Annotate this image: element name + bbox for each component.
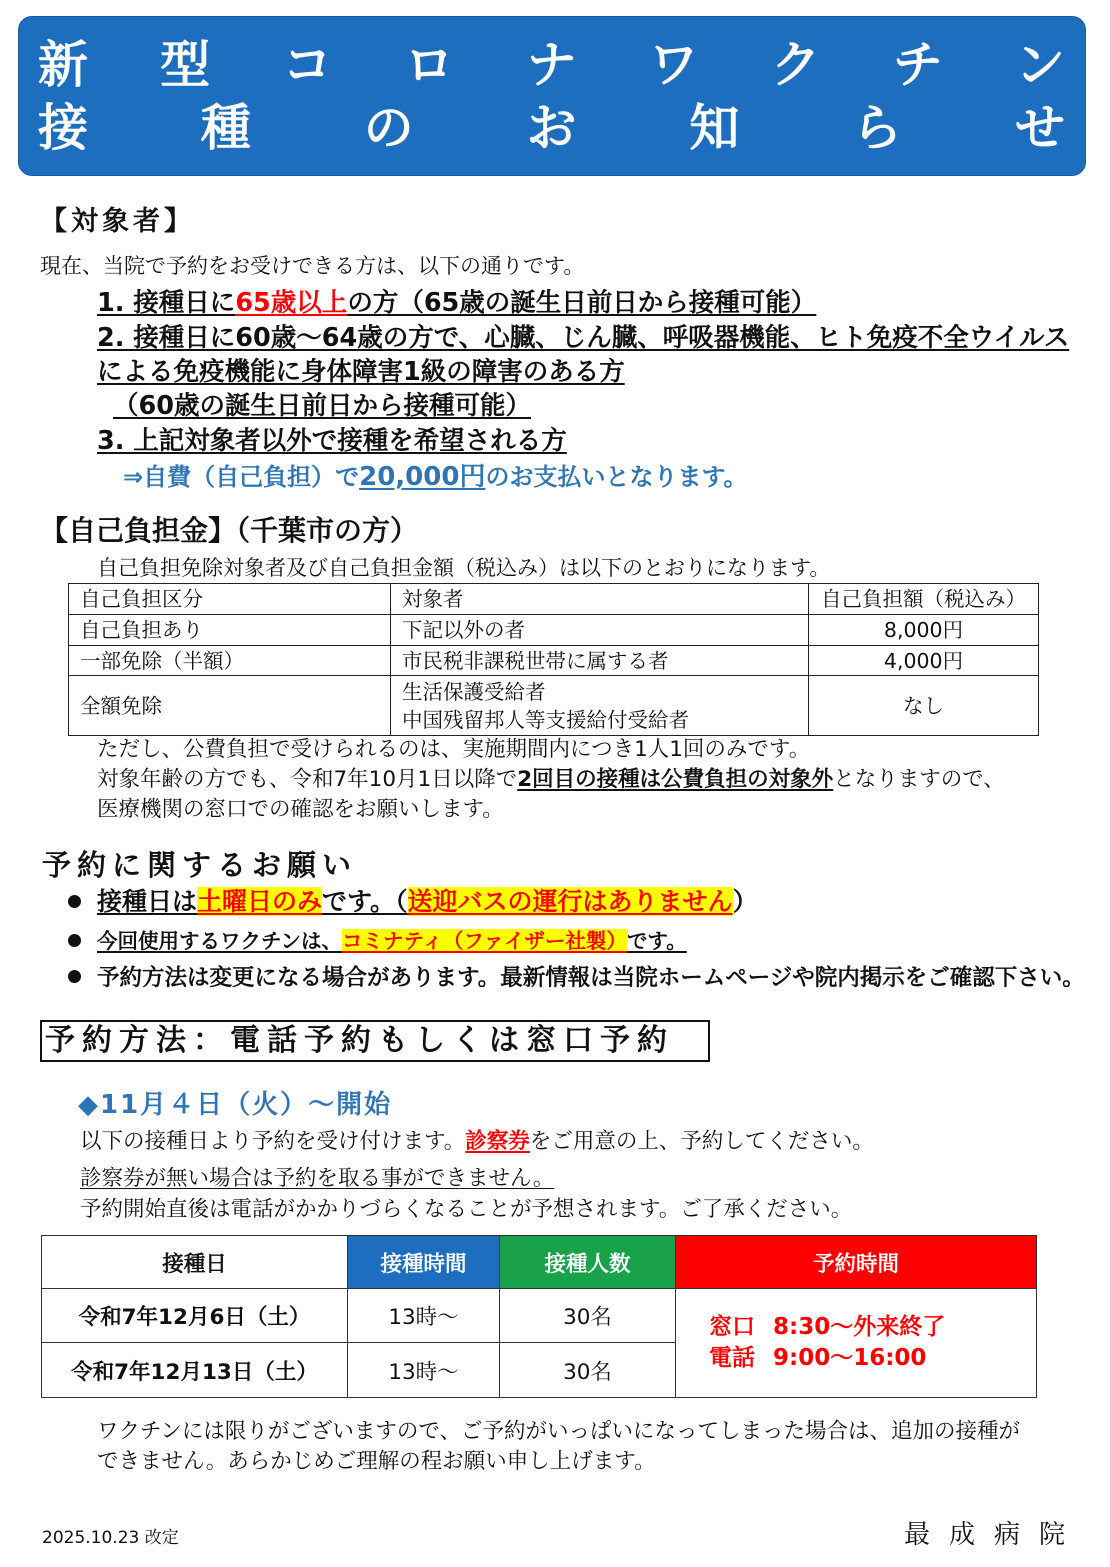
item-2-text: による免疫機能に身体障害1級の障害のある方 — [97, 357, 625, 387]
copayment-note-2 — [97, 765, 1005, 795]
amount-cell: なし — [809, 676, 1039, 736]
column-header-category: 自己負担区分 — [69, 584, 391, 615]
booking-line-1 — [80, 1127, 874, 1157]
bullet-2-suffix: です。 — [626, 929, 687, 953]
copayment-table — [68, 583, 1039, 736]
eligibility-item-2-line-1 — [97, 321, 1069, 355]
self-pay-suffix: のお支払いとなります。 — [485, 463, 748, 491]
title-char: ら — [852, 99, 903, 157]
category-cell: 自己負担あり — [69, 615, 391, 646]
table-row — [69, 615, 1039, 646]
booking-start-date: ◆11月４日（火）～開始 — [78, 1090, 393, 1120]
column-header-amount: 自己負担額（税込み） — [809, 584, 1039, 615]
section-heading-requests: 予約に関するお願い — [42, 848, 358, 882]
title-char: コ — [282, 36, 333, 94]
no-shuttle-bus-highlight: 送迎バスの運行はありません — [407, 887, 733, 916]
request-bullet-1 — [68, 885, 758, 919]
capacity-cell: 30名 — [500, 1289, 676, 1343]
reservation-hours-line — [709, 1343, 1036, 1374]
eligibility-item-1 — [97, 286, 816, 320]
copayment-note-1: ただし、公費負担で受けられるのは、実施期間内につき1人1回のみです。 — [97, 737, 811, 762]
bullet-2-prefix: 今回使用するワクチンは、 — [97, 929, 342, 953]
category-cell: 一部免除（半額） — [69, 646, 391, 676]
time-cell: 13時～ — [348, 1343, 500, 1398]
item-2-text: 2. 接種日に60歳～64歳の方で、心臓、じん臓、呼吸器機能、ヒト免疫不全ウイルス — [97, 323, 1070, 353]
title-char: 知 — [689, 99, 740, 157]
title-char: ナ — [526, 36, 577, 94]
title-char: ワ — [648, 36, 699, 94]
date-cell: 令和7年12月13日（土） — [42, 1343, 348, 1398]
column-header-date: 接種日 — [42, 1236, 348, 1289]
column-header-eligible: 対象者 — [391, 584, 809, 615]
title-char: お — [526, 99, 577, 157]
request-bullet-3 — [68, 961, 1085, 995]
title-char: せ — [1014, 99, 1065, 157]
closing-line-1: ワクチンには限りがございますので、ご予約がいっぱいになってしまった場合は、追加の接種が — [97, 1419, 1020, 1444]
hospital-name: 最成病院 — [903, 1520, 1084, 1550]
reservation-hours-cell — [676, 1289, 1037, 1398]
eligibility-item-2-line-2 — [97, 355, 625, 389]
title-line-1 — [38, 35, 1065, 95]
booking-line-1-suffix: をご用意の上、予約してください。 — [529, 1129, 874, 1154]
note-2-suffix: となりますので、 — [833, 767, 1005, 792]
revision-date: 2025.10.23 改定 — [42, 1528, 179, 1548]
eligible-cell — [391, 676, 809, 736]
note-2-prefix: 対象年齢の方でも、令和7年10月1日以降で — [97, 767, 518, 792]
bullet-icon — [68, 970, 81, 983]
section-heading-eligibility: 【対象者】 — [40, 206, 195, 237]
title-char: 接 — [38, 99, 88, 157]
item-3-text: 3. 上記対象者以外で接種を希望される方 — [97, 426, 567, 456]
title-char: 種 — [200, 99, 251, 157]
closing-line-2: できません。あらかじめご理解の程お願い申し上げます。 — [97, 1449, 656, 1474]
bullet-icon — [68, 895, 81, 908]
eligible-cell: 市民税非課税世帯に属する者 — [391, 646, 809, 676]
capacity-cell: 30名 — [500, 1343, 676, 1398]
item-2-note-text: （60歳の誕生日前日から接種可能） — [113, 391, 531, 421]
vaccination-schedule-table — [41, 1235, 1037, 1398]
schedule-header-row — [42, 1236, 1037, 1289]
booking-line-2 — [80, 1164, 554, 1194]
title-char: チ — [892, 36, 943, 94]
table-row — [42, 1289, 1037, 1343]
bullet-icon — [68, 934, 81, 947]
title-char: ロ — [404, 36, 455, 94]
bullet-1-prefix: 接種日は — [97, 887, 198, 916]
booking-line-1-prefix: 以下の接種日より予約を受け付けます。 — [80, 1129, 466, 1154]
eligible-line: 中国残留邦人等支援給付受給者 — [402, 707, 689, 732]
self-pay-amount: 20,000円 — [359, 462, 486, 492]
eligibility-item-3 — [97, 424, 567, 458]
amount-cell: 8,000円 — [809, 615, 1039, 646]
reservation-hours: 8:30～外来終了 — [773, 1314, 946, 1340]
second-dose-warning: 2回目の接種は公費負担の対象外 — [517, 767, 834, 792]
title-banner — [18, 16, 1086, 176]
copayment-intro: 自己負担免除対象者及び自己負担金額（税込み）は以下のとおりになります。 — [97, 556, 831, 580]
amount-cell: 4,000円 — [809, 646, 1039, 676]
category-cell: 全額免除 — [69, 676, 391, 736]
eligibility-intro: 現在、当院で予約をお受けできる方は、以下の通りです。 — [40, 254, 585, 278]
reservation-channel: 窓口 — [709, 1314, 755, 1340]
booking-method-box: 予約方法：電話予約もしくは窓口予約 — [40, 1020, 710, 1062]
eligible-line: 生活保護受給者 — [402, 679, 546, 704]
reservation-hours-line — [709, 1312, 1036, 1343]
title-char: 型 — [160, 36, 211, 94]
title-line-2 — [38, 98, 1065, 158]
date-cell: 令和7年12月6日（土） — [42, 1289, 348, 1343]
column-header-time: 接種時間 — [348, 1236, 500, 1289]
item-1-prefix: 1. 接種日に — [97, 288, 236, 318]
self-pay-note — [123, 460, 748, 494]
title-char: ク — [770, 36, 821, 94]
item-1-suffix: の方（65歳の誕生日前日から接種可能） — [347, 288, 817, 318]
table-row — [69, 646, 1039, 676]
saturday-only-highlight: 土曜日のみ — [197, 887, 323, 916]
section-heading-copayment: 【自己負担金】（千葉市の方） — [40, 514, 419, 547]
column-header-capacity: 接種人数 — [500, 1236, 676, 1289]
bullet-3-text: 予約方法は変更になる場合があります。最新情報は当院ホームページや院内掲示をご確認下さい。 — [97, 965, 1085, 991]
booking-line-2-text: 診察券が無い場合は予約を取る事ができません。 — [80, 1166, 555, 1191]
copayment-note-3: 医療機関の窓口での確認をお願いします。 — [97, 797, 504, 822]
title-char: 新 — [38, 36, 88, 94]
copayment-header-row — [69, 584, 1039, 615]
bullet-1-middle: です。（ — [322, 887, 408, 916]
vaccine-name-highlight: コミナティ（ファイザー社製） — [341, 929, 627, 953]
patient-card-highlight: 診察券 — [465, 1129, 530, 1154]
reservation-channel: 電話 — [709, 1345, 755, 1371]
eligibility-item-2-note — [113, 389, 531, 423]
booking-line-3: 予約開始直後は電話がかかりづらくなることが予想されます。ご了承ください。 — [80, 1197, 853, 1222]
age-threshold-highlight: 65歳以上 — [235, 288, 348, 318]
table-row — [69, 676, 1039, 736]
time-cell: 13時～ — [348, 1289, 500, 1343]
title-char: ン — [1015, 36, 1065, 94]
self-pay-prefix: ⇒自費（自己負担）で — [123, 463, 360, 491]
reservation-hours: 9:00～16:00 — [773, 1345, 927, 1371]
bullet-1-suffix: ） — [732, 887, 758, 916]
request-bullet-2 — [68, 924, 687, 958]
column-header-reservation-hours: 予約時間 — [676, 1236, 1037, 1289]
eligible-cell: 下記以外の者 — [391, 615, 809, 646]
title-char: の — [363, 99, 414, 157]
